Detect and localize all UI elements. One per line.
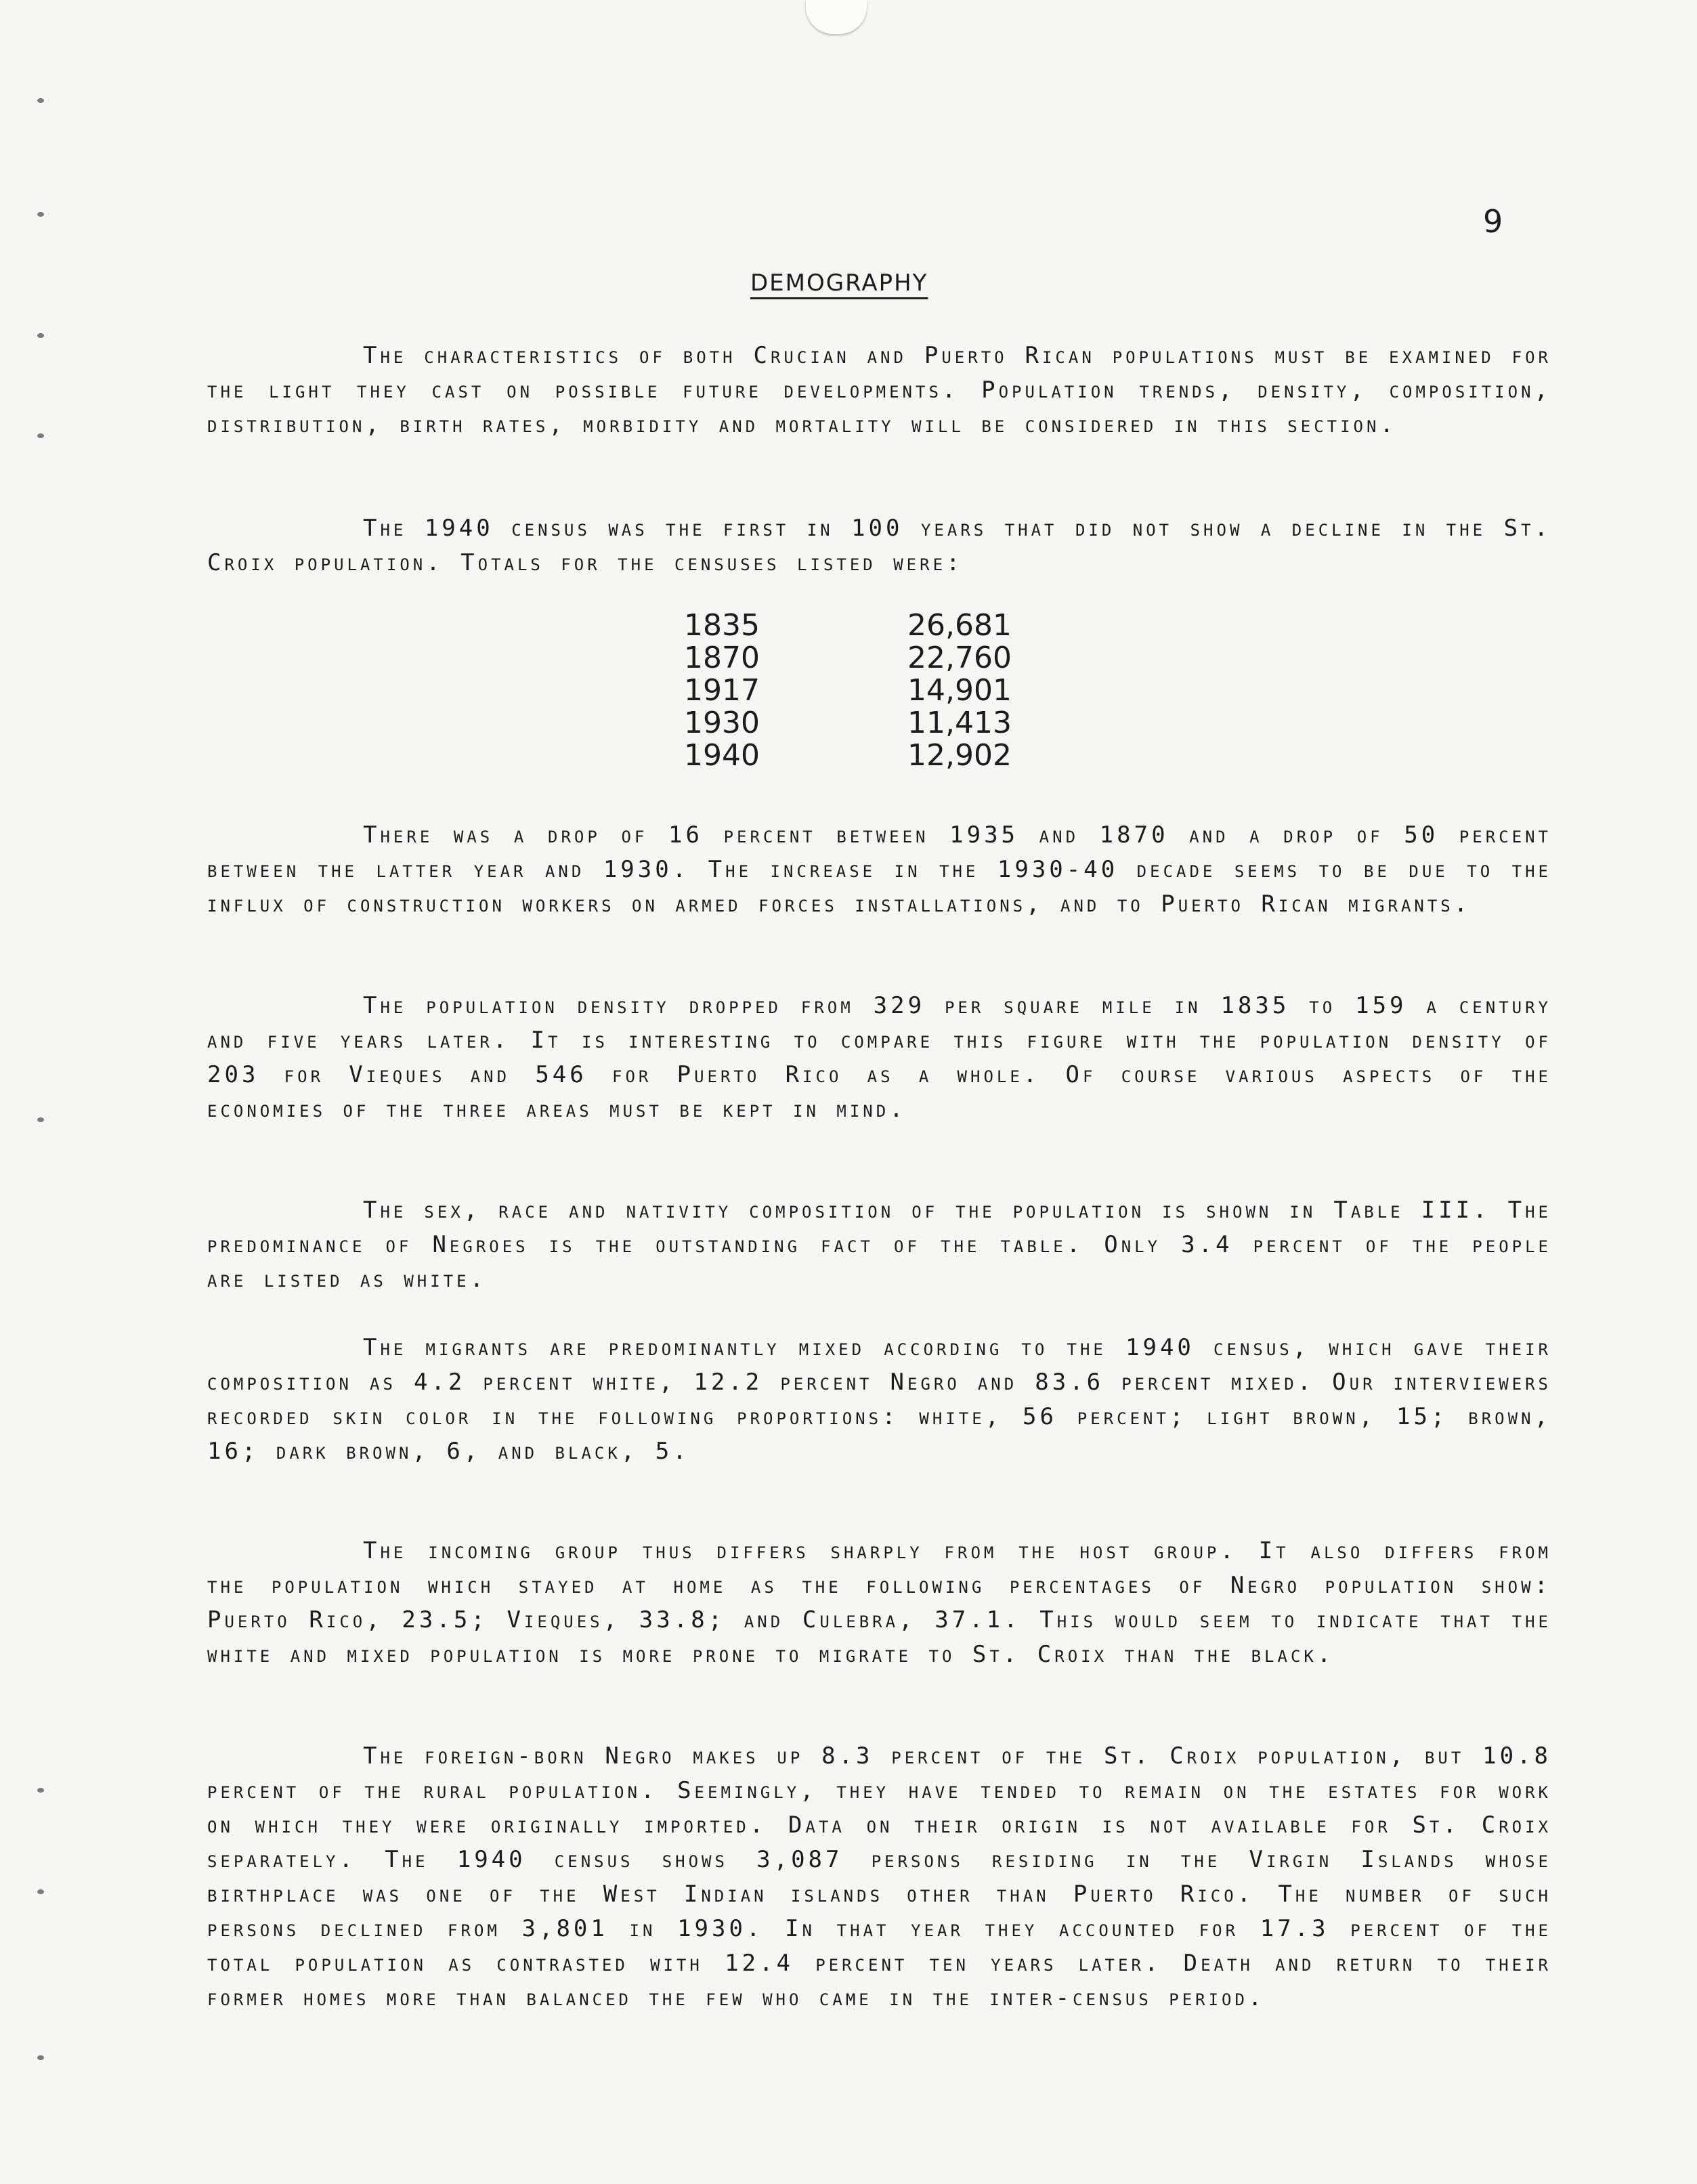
census-total: 14,901: [907, 673, 1012, 708]
margin-mark: [37, 333, 44, 338]
table-row: [684, 740, 1043, 772]
census-total: 22,760: [907, 641, 1012, 675]
paragraph-population-drop: There was a drop of 16 percent between 1935 and 1870 and a drop of 50 percent between the latter year and 1930. The increase in the 1930-40 decade seems to be due to the influx of construction workers on armed forces installations, and to Puerto Rican migrants.: [207, 821, 1551, 918]
page-number: 9: [1483, 203, 1503, 240]
paragraph-census: The 1940 census was the first in 100 years that did not show a decline in the St. Croix population. Totals for the censuses listed were:: [207, 515, 1551, 576]
table-row: [684, 675, 1043, 707]
census-year: 1930: [684, 706, 760, 740]
paragraph-migrants: The migrants are predominantly mixed according to the 1940 census, which gave their composition as 4.2 percent white, 12.2 percent Negro and 83.6 percent mixed. Our interviewers recorded skin color in the following proportions: white, 56 percent; light brown, 15; brown, 16; dark brown, 6, and black, 5.: [207, 1334, 1551, 1465]
margin-mark: [37, 212, 44, 217]
margin-mark: [37, 433, 44, 438]
census-year: 1870: [684, 641, 760, 675]
census-total: 11,413: [907, 706, 1012, 740]
paragraph-intro: The characteristics of both Crucian and Puerto Rican populations must be examined for the light they cast on possible future developments. Population trends, density, composition, distribution, birth rates, morbidity and mortality will be considered in this section.: [207, 342, 1551, 438]
paragraph-density: The population density dropped from 329 per square mile in 1835 to 159 a century and five years later. It is interesting to compare this figure with the population density of 203 for Vieques and 546 for Puerto Rico as a whole. Of course various aspects of the economies of the three areas must be kept in mind.: [207, 992, 1551, 1123]
table-row: [684, 609, 1043, 642]
census-year: 1917: [684, 673, 760, 708]
paper-tear-mark: [806, 0, 867, 34]
census-total: 12,902: [907, 738, 1012, 773]
table-row: [684, 707, 1043, 740]
margin-mark: [37, 2055, 44, 2060]
paragraph-composition: The sex, race and nativity composition of the population is shown in Table III. The predominance of Negroes is the outstanding fact of the table. Only 3.4 percent of the people are listed as white.: [207, 1197, 1551, 1293]
paragraph-incoming-group: The incoming group thus differs sharply from the host group. It also differs from the population which stayed at home as the following percentages of Negro population show: Puerto Rico, 23.5; Vieques, 33.8; and Culebra, 37.1. This would seem to indicate that the white and mixed population is more prone to migrate to St. Croix than the black.: [207, 1537, 1551, 1668]
page-title: DEMOGRAPHY: [750, 270, 928, 297]
census-total: 26,681: [907, 608, 1012, 643]
margin-mark: [37, 1117, 44, 1122]
margin-mark: [37, 1788, 44, 1793]
census-table: [684, 609, 1043, 772]
census-year: 1940: [684, 738, 760, 773]
census-year: 1835: [684, 608, 760, 643]
margin-mark: [37, 98, 44, 103]
table-row: [684, 642, 1043, 675]
paragraph-foreign-born: The foreign-born Negro makes up 8.3 percent of the St. Croix population, but 10.8 percent of the rural population. Seemingly, they have tended to remain on the estates for work on which they were originally imported. Data on their origin is not available for St. Croix separately. The 1940 census shows 3,087 persons residing in the Virgin Islands whose birthplace was one of the West Indian islands other than Puerto Rico. The number of such persons declined from 3,801 in 1930. In that year they accounted for 17.3 percent of the total population as contrasted with 12.4 percent ten years later. Death and return to their former homes more than balanced the few who came in the inter-census period.: [207, 1742, 1551, 2011]
margin-mark: [37, 1889, 44, 1894]
